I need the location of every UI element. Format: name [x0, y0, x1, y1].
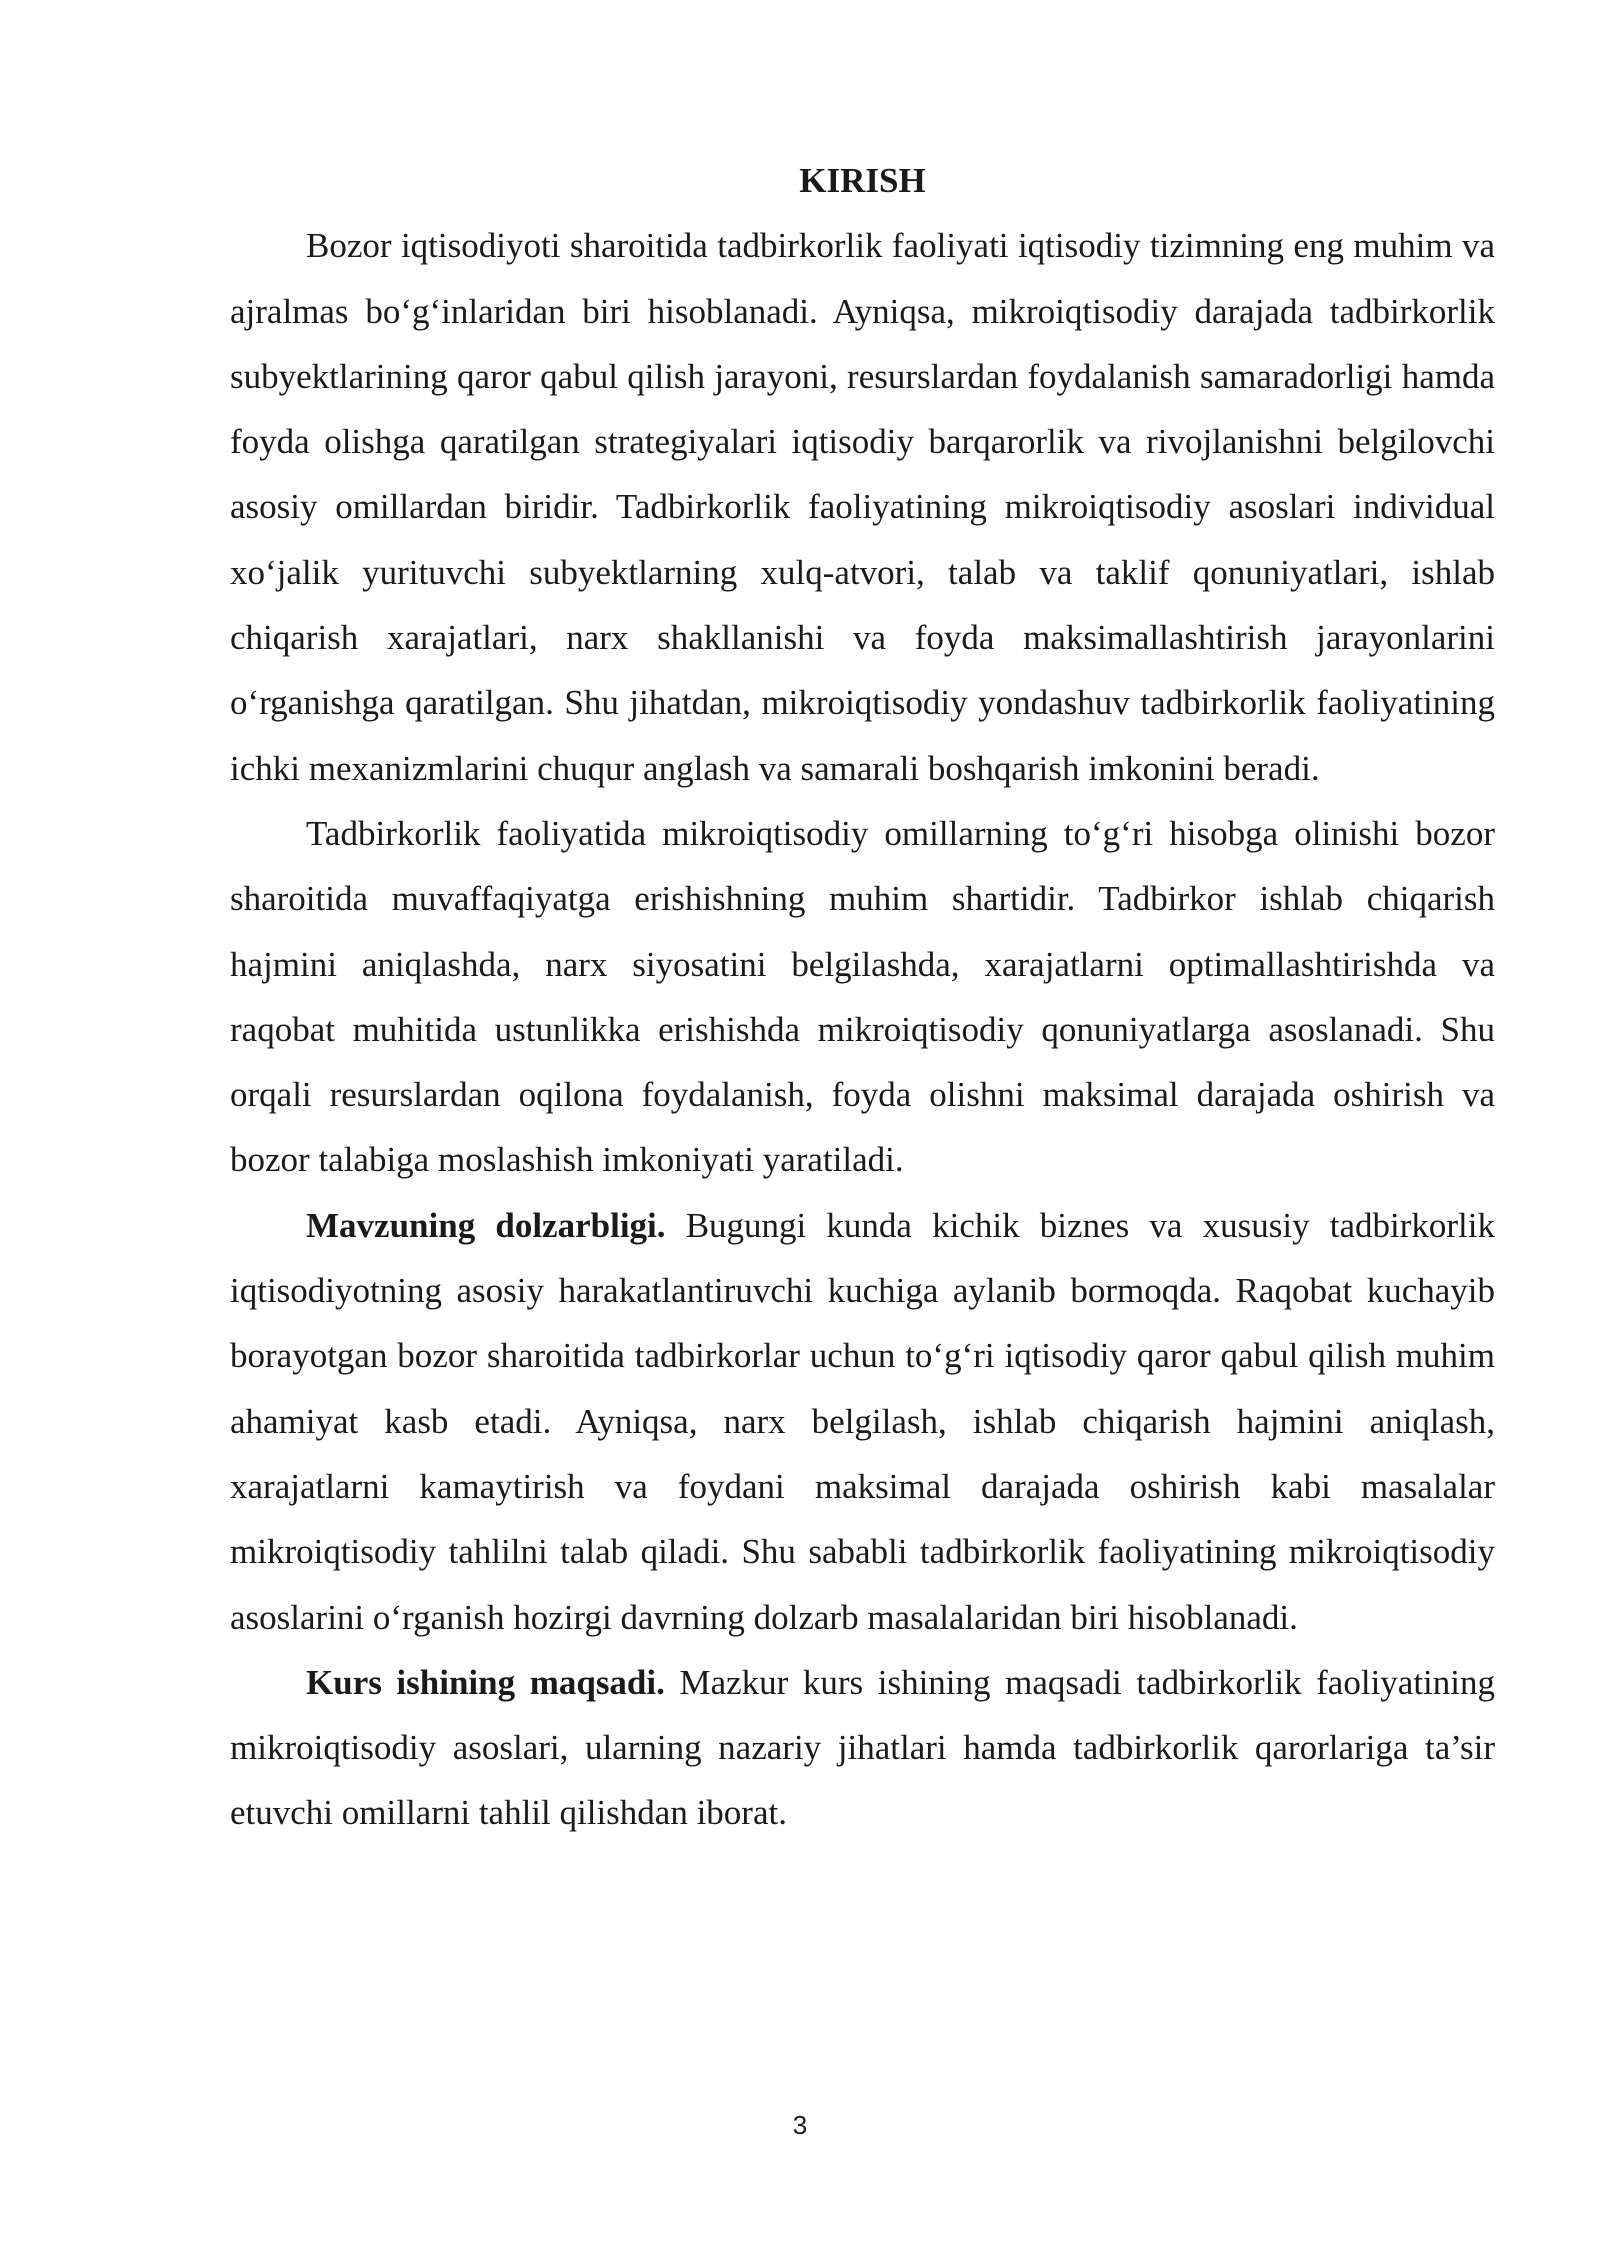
paragraph-text: Bugungi kunda kichik biznes va xususiy tadbirkorlik iqtisodiyotning asosiy harakatlantiruvchi kuchiga aylanib bormoqda. Raqobat kuchayib borayotgan bozor sharoitida tadbirkorlar uchun to‘g‘ri iqtisodiy qaror qabul qilish muhim ahamiyat kasb etadi. Ayniqsa, narx belgilash, ishlab chiqarish hajmini aniqlash, xarajatlarni kamaytirish va foydani maksimal darajada oshirish kabi masalalar mikroiqtisodiy tahlilni talab qiladi. Shu sababli tadbirkorlik faoliyatining mikroiqtisodiy asoslarini o‘rganish hozirgi davrning dolzarb masalalaridan biri hisoblanadi.: [230, 1205, 1495, 1637]
paragraph-text: Mazkur kurs ishining maqsadi tadbirkorlik faoliyatining mikroiqtisodiy asoslari, ularning nazariy jihatlari hamda tadbirkorlik qarorlariga ta’sir etuvchi omillarni tahlil qilishdan iborat.: [230, 1662, 1495, 1833]
goal-heading: Kurs ishining maqsadi.: [306, 1662, 665, 1702]
paragraph-text: Tadbirkorlik faoliyatida mikroiqtisodiy omillarning to‘g‘ri hisobga olinishi bozor sharoitida muvaffaqiyatga erishishning muhim shartidir. Tadbirkor ishlab chiqarish hajmini aniqlashda, narx siyosatini belgilashda, xarajatlarni optimallashtirishda va raqobat muhitida ustunlikka erishishda mikroiqtisodiy qonuniyatlarga asoslanadi. Shu orqali resurslardan oqilona foydalanish, foyda olishni maksimal darajada oshirish va bozor talabiga moslashish imkoniyati yaratiladi.: [230, 813, 1495, 1180]
intro-paragraph-1: [230, 213, 1495, 801]
intro-paragraph-2: [230, 801, 1495, 1193]
page-body: [230, 148, 1495, 1846]
relevance-heading: Mavzuning dolzarbligi.: [306, 1205, 666, 1245]
goal-paragraph: [230, 1650, 1495, 1846]
page-number: 3: [792, 2110, 808, 2140]
relevance-paragraph: [230, 1193, 1495, 1650]
paragraph-text: Bozor iqtisodiyoti sharoitida tadbirkorlik faoliyati iqtisodiy tizimning eng muhim va ajralmas bo‘g‘inlaridan biri hisoblanadi. Ayniqsa, mikroiqtisodiy darajada tadbirkorlik subyektlarining qaror qabul qilish jarayoni, resurslardan foydalanish samaradorligi hamda foyda olishga qaratilgan strategiyalari iqtisodiy barqarorlik va rivojlanishni belgilovchi asosiy omillardan biridir. Tadbirkorlik faoliyatining mikroiqtisodiy asoslari individual xo‘jalik yurituvchi subyektlarning xulq-atvori, talab va taklif qonuniyatlari, ishlab chiqarish xarajatlari, narx shakllanishi va foyda maksimallashtirish jarayonlarini o‘rganishga qaratilgan. Shu jihatdan, mikroiqtisodiy yondashuv tadbirkorlik faoliyatining ichki mexanizmlarini chuqur anglash va samarali boshqarish imkonini beradi.: [230, 226, 1495, 788]
section-title: KIRISH: [799, 161, 926, 200]
